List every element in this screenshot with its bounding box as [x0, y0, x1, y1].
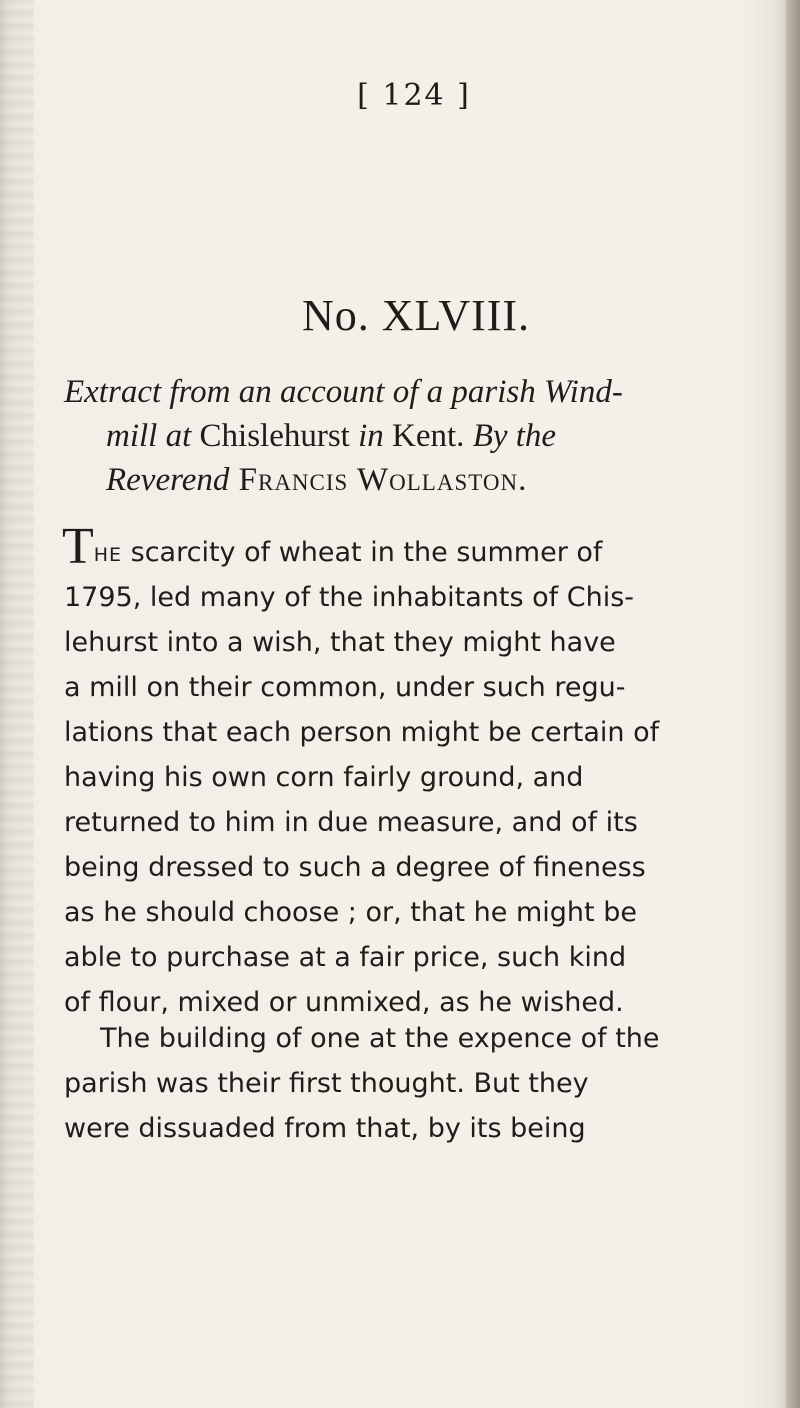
paragraph-1 — [40, 518, 776, 1025]
text-line: able to purchase at a fair price, such kind — [64, 942, 627, 973]
text-line: returned to him in due measure, and of its — [64, 807, 638, 838]
section-heading: No. XLVIII. — [301, 291, 531, 340]
text-line: having his own corn fairly ground, and — [64, 762, 584, 793]
page-edge — [786, 0, 800, 1408]
subtitle-in: in — [358, 418, 384, 454]
text-line: parish was their first thought. But they — [64, 1068, 589, 1099]
subtitle-reverend: Reverend — [106, 462, 230, 498]
section-subtitle — [40, 370, 770, 502]
subtitle-mill-at: mill at — [106, 418, 192, 454]
subtitle-author: Francis Wollaston. — [229, 462, 528, 498]
subtitle-county: Kent. — [383, 418, 473, 454]
subtitle-line-3 — [40, 458, 770, 502]
subtitle-line-1: Extract from an account of a parish Wind- — [64, 374, 623, 410]
text-line: scarcity of wheat in the summer of — [122, 537, 603, 568]
text-line: of flour, mixed or unmixed, as he wished. — [64, 987, 624, 1018]
subtitle-by-the: By the — [472, 418, 557, 454]
binding-gutter — [0, 0, 34, 1408]
page-number: [ 124 ] — [357, 78, 471, 113]
drop-cap: T — [62, 518, 94, 575]
paragraph-2 — [40, 1016, 776, 1151]
subtitle-line-2 — [40, 414, 770, 458]
text-line: lehurst into a wish, that they might have — [64, 627, 616, 658]
text-line: being dressed to such a degree of fineness — [64, 852, 646, 883]
text-line: lations that each person might be certain of — [64, 717, 660, 748]
text-line: were dissuaded from that, by its being — [64, 1113, 586, 1144]
subtitle-place: Chislehurst — [191, 418, 359, 454]
text-line: as he should choose ; or, that he might be — [64, 897, 637, 928]
paragraph-1-line-1 — [40, 518, 776, 575]
text-line: 1795, led many of the inhabitants of Chis- — [64, 582, 635, 613]
text-line: a mill on their common, under such regu- — [64, 672, 626, 703]
first-word-rest: he — [93, 537, 123, 568]
text-line: The building of one at the expence of the — [100, 1023, 660, 1054]
